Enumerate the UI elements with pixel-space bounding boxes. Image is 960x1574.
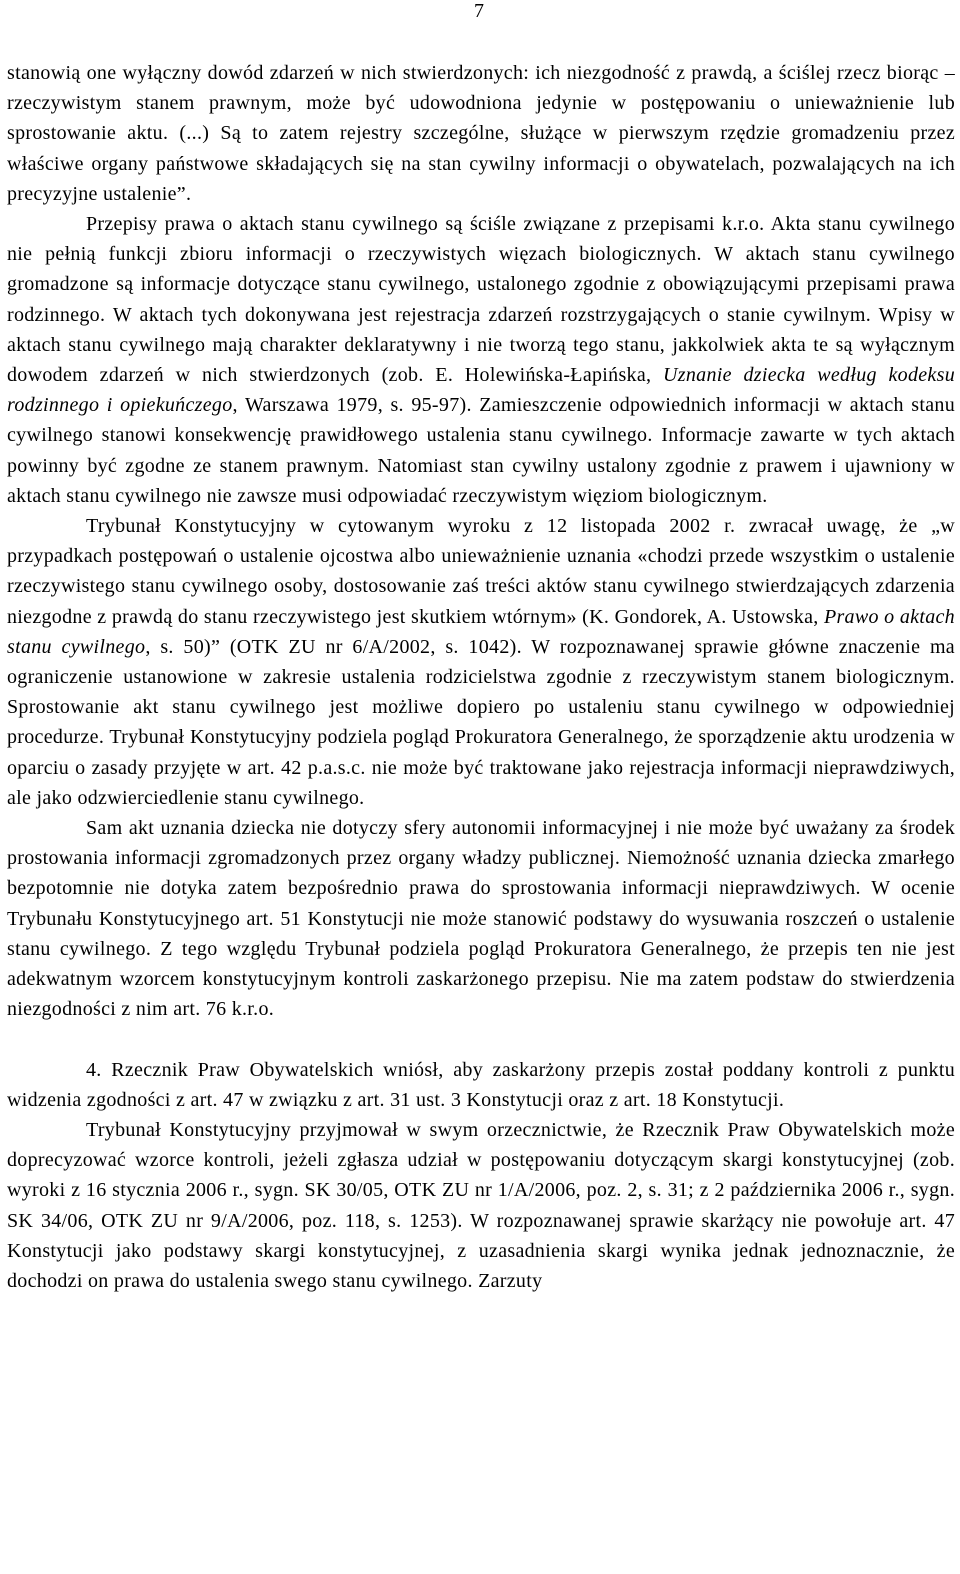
paragraph-quote-continuation: stanowią one wyłączny dowód zdarzeń w nich stwierdzonych: ich niezgodność z prawdą, a ściślej rzecz biorąc – rzeczywistym stanem prawnym, może być udowodniona jedynie w postępowaniu o unieważnienie lub sprostowanie aktu. (...) Są to zatem rejestry szczególne, służące w pierwszym rzędzie gromadzeniu przez właściwe organy państwowe składających się na stan cywilny informacji o obywatelach, pozwalających na ich precyzyjne ustalenie”. <box>7 62 955 205</box>
citation-title: Uznanie dziecka według kodeksu rodzinnego i opiekuńczego <box>7 364 955 417</box>
paragraph-tribunal-ruling: Trybunał Konstytucyjny w cytowanym wyroku z 12 listopada 2002 r. zwracał uwagę, że „w przypadkach postępowań o ustalenie ojcostwa albo unieważnienie uznania «chodzi przede wszystkim o ustalenie rzeczywistego stanu cywilnego osoby, dostosowanie zaś treści aktów stanu cywilnego stwierdzających zdarzenia niezgodne z prawdą do stanu rzeczywistego jest skutkiem wtórnym» (K. Gondorek, A. Ustowska, Prawo o aktach stanu cywilnego, s. 50)” (OTK ZU nr 6/A/2002, s. 1042). W rozpoznawanej sprawie główne znaczenie ma ograniczenie ustanowione w zakresie ustalenia rodzicielstwa zgodnie z rzeczywistym stanem biologicznym. Sprostowanie akt stanu cywilnego jest możliwe dopiero po ustaleniu stanu cywilnego w odpowiedniej procedurze. Trybunał Konstytucyjny podziela pogląd Prokuratora Generalnego, że sporządzenie aktu urodzenia w oparciu o zasady przyjęte w art. 42 p.a.s.c. nie może być traktowane jako rejestracja informacji nieprawdziwych, ale jako odzwierciedlenie stanu cywilnego. <box>7 515 955 809</box>
document-body <box>7 58 955 1296</box>
paragraph-recognition-act: Sam akt uznania dziecka nie dotyczy sfery autonomii informacyjnej i nie może być uważany za środek prostowania informacji zgromadzonych przez organy władzy publicznej. Niemożność uznania dziecka zmarłego bezpotomnie nie dotyka zatem bezpośrednio prawa do sprostowania informacji nieprawdziwych. W ocenie Trybunału Konstytucyjnego art. 51 Konstytucji nie może stanowić podstawy do wysuwania roszczeń o ustalenie stanu cywilnego. Z tego względu Trybunał podziela pogląd Prokuratora Generalnego, że przepis ten nie jest adekwatnym wzorcem konstytucyjnym kontroli zaskarżonego przepisu. Nie ma zatem podstaw do stwierdzenia niezgodności z nim art. 76 k.r.o. <box>7 817 955 1021</box>
paragraph-civil-records: Przepisy prawa o aktach stanu cywilnego są ściśle związane z przepisami k.r.o. Akta stanu cywilnego nie pełnią funkcji zbioru informacji o rzeczywistych więzach biologicznych. W aktach stanu cywilnego gromadzone są informacje dotyczące stanu cywilnego, ustalonego zgodnie z obowiązującymi przepisami prawa rodzinnego. W aktach tych dokonywana jest rejestracja zdarzeń rozstrzygających o stanie cywilnym. Wpisy w aktach stanu cywilnego mają charakter deklaratywny i nie tworzą tego stanu, jakkolwiek akta te są wyłącznym dowodem zdarzeń w nich stwierdzonych (zob. E. Holewińska-Łapińska, Uznanie dziecka według kodeksu rodzinnego i opiekuńczego, Warszawa 1979, s. 95-97). Zamieszczenie odpowiednich informacji w aktach stanu cywilnego stanowi konsekwencję prawidłowego ustalenia stanu cywilnego. Informacje zawarte w tych aktach powinny być zgodne ze stanem prawnym. Natomiast stan cywilny ustalony zgodnie z prawem i ujawniony w aktach stanu cywilnego nie zawsze musi odpowiadać rzeczywistym więziom biologicznym. <box>7 213 955 507</box>
page-number: 7 <box>474 0 484 22</box>
citation-title: Prawo o aktach stanu cywilnego <box>7 605 955 658</box>
paragraph-section-4: 4. Rzecznik Praw Obywatelskich wniósł, aby zaskarżony przepis został poddany kontroli z punktu widzenia zgodności z art. 47 w związku z art. 31 ust. 3 Konstytucji oraz z art. 18 Konstytucji. <box>7 1058 955 1111</box>
paragraph-ombudsman: Trybunał Konstytucyjny przyjmował w swym orzecznictwie, że Rzecznik Praw Obywatelskich może doprecyzować wzorce kontroli, jeżeli zgłasza udział w postępowaniu dotyczącym skargi konstytucyjnej (zob. wyroki z 16 stycznia 2006 r., sygn. SK 30/05, OTK ZU nr 1/A/2006, poz. 2, s. 31; z 2 października 2006 r., sygn. SK 34/06, OTK ZU nr 9/A/2006, poz. 118, s. 1253). W rozpoznawanej sprawie skarżący nie powołuje art. 47 Konstytucji jako podstawy skargi konstytucyjnej, z uzasadnienia skargi wynika jednak jednoznacznie, że dochodzi on prawa do ustalenia swego stanu cywilnego. Zarzuty <box>7 1118 955 1292</box>
